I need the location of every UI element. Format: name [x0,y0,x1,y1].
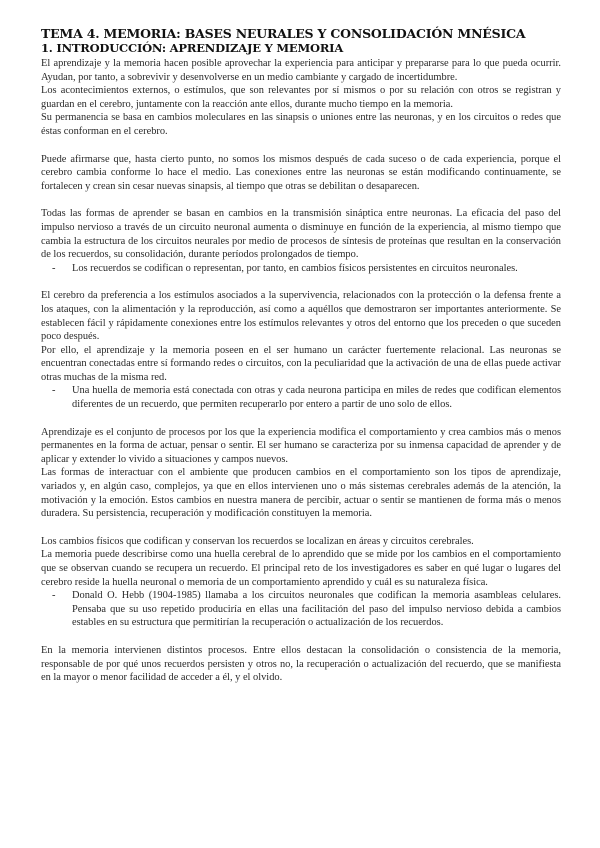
paragraph: Por ello, el aprendizaje y la memoria poseen en el ser humano un carácter fuertemente relacional. Las neuronas se encuentran conectadas entre sí formando redes o circuitos, con la peculiaridad que la activación de una de ellas puede activar otras muchas de la misma red. [41,344,561,383]
bullet-dash: - [52,262,56,274]
paragraph: El cerebro da preferencia a los estímulos asociados a la supervivencia, relacionados con la protección o la defensa frente a los ataques, con la alimentación y la reproducción, así como a aquéllos que demostraron ser importantes anteriormente. Se establecen fácil y rápidamente conexiones entre los estímulos relevantes y otros del entorno que los preceden o que suceden poco después. [41,290,561,343]
paragraph: Todas las formas de aprender se basan en cambios en la transmisión sináptica entre neuronas. La eficacia del paso del impulso nervioso a través de un circuito neuronal aumenta o disminuye en función de la experiencia, al mismo tiempo que cambia la estructura de los circuitos neurales por medio de procesos de síntesis de proteínas que resultan en la conservación de los recuerdos, su consolidación, durante períodos prolongados de tiempo. [41,208,561,261]
paragraph: Los acontecimientos externos, o estímulos, que son relevantes por sí mismos o por su relación con otros se registran y guardan en el cerebro, juntamente con la reacción ante ellos, durante mucho tiempo en la memoria. [41,85,561,110]
bullet-item [41,589,561,630]
paragraph: Las formas de interactuar con el ambiente que producen cambios en el comportamiento son los tipos de aprendizaje, variados y, en algún caso, complejos, ya que en ellos intervienen uno o más sistemas cerebrales además de la atención, la motivación y la emoción. Estos cambios en nuestra manera de percibir, actuar o sentir se mantienen de forma más o menos duradera. Su persistencia, recuperación y modificación constituyen la memoria. [41,467,561,520]
paragraph: En la memoria intervienen distintos procesos. Entre ellos destacan la consolidación o consistencia de la memoria, responsable de por qué unos recuerdos persisten y otros no, la recuperación o actualización del recuerdo, que se manifiesta en la mayor o menor facilidad de acceder a él, y el olvido. [41,644,561,684]
paragraph: Su permanencia se basa en cambios moleculares en las sinapsis o uniones entre las neuronas, y en los circuitos o redes que éstas conforman en el cerebro. [41,112,561,137]
section-heading: 1. INTRODUCCIÓN: APRENDIZAJE Y MEMORIA [41,41,344,55]
paragraph: Los cambios físicos que codifican y conservan los recuerdos se localizan en áreas y circuitos cerebrales. [41,535,474,547]
paragraph: El aprendizaje y la memoria hacen posible aprovechar la experiencia para anticipar y prepararse para lo que pueda ocurrir. Ayudan, por tanto, a sobrevivir y desenvolverse en un medio cambiante y cargado de incertidumbre. [41,58,561,83]
document-page [41,26,561,685]
bullet-text: Una huella de memoria está conectada con otras y cada neurona participa en miles de redes que codifican elementos diferentes de un recuerdo, que permiten recuperarlo por entero a partir de uno solo de ellos. [72,385,561,411]
bullet-dash: - [52,385,56,397]
paragraph: Aprendizaje es el conjunto de procesos por los que la experiencia modifica el comportamiento y crea cambios más o menos permanentes en la forma de actuar, pensar o sentir. El ser humano se caracteriza por su inmensa capacidad de aprender y de aplicar y extender lo vivido a situaciones y campos nuevos. [41,426,561,465]
bullet-text: Donald O. Hebb (1904-1985) llamaba a los circuitos neuronales que codifican la memoria asambleas celulares. Pensaba que su uso repetido produciría en ellas una facilitación del paso del impulso nervioso debida a cambios estables en su estructura que permitirían la recuperación o actualización de los recuerdos. [72,590,561,629]
bullet-text: Los recuerdos se codifican o representan, por tanto, en cambios físicos persistentes en circuitos neuronales. [72,262,518,274]
bullet-item [41,262,561,276]
bullet-item [41,384,561,411]
paragraph: Puede afirmarse que, hasta cierto punto, no somos los mismos después de cada suceso o de cada experiencia, porque el cerebro cambia conforme lo hace el medio. Las conexiones entre las neuronas se están modificando continuamente, se fortalecen y crean sin cesar nuevas sinapsis, al tiempo que otras se debilitan o desaparecen. [41,153,561,192]
document-title: TEMA 4. MEMORIA: BASES NEURALES Y CONSOLIDACIÓN MNÉSICA [41,26,526,41]
paragraph: La memoria puede describirse como una huella cerebral de lo aprendido que se mide por los cambios en el comportamiento que se observan cuando se recupera un recuerdo. El principal reto de los investigadores es saber en qué lugar o lugares del cerebro reside la huella neuronal o memoria de un comportamiento aprendido y cuál es su naturaleza física. [41,549,561,588]
bullet-dash: - [52,590,56,602]
